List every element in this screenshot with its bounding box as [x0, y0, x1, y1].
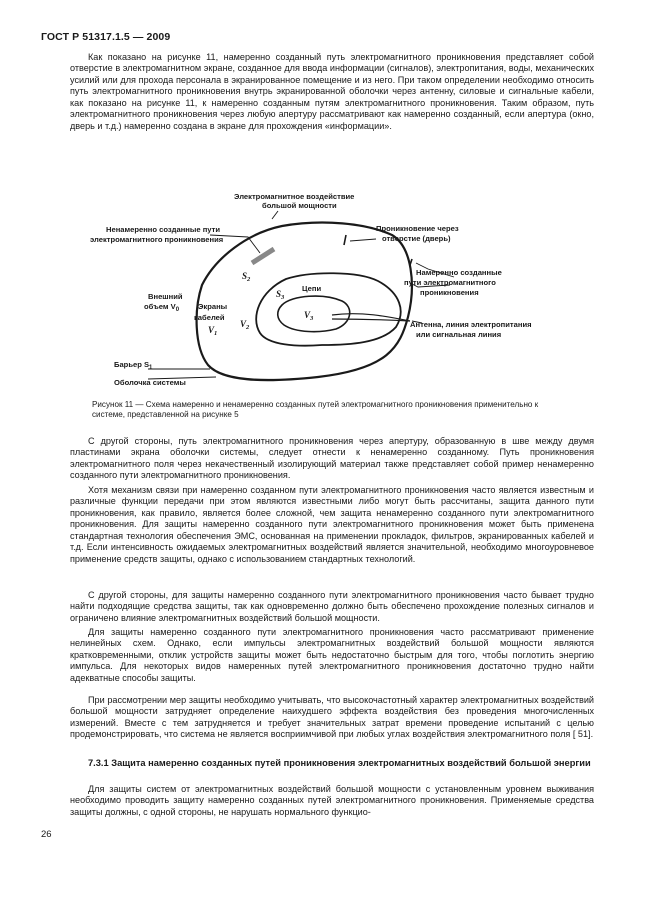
label-unintended-2: электромагнитного проникновения [90, 235, 224, 244]
paragraph-3: Хотя механизм связи при намеренно созданном пути электромагнитного проникновения часто является известным и различные функции передачи при этом являются известными либо могут быть рассчитаны, защита данного пути проникновения, как правило, является более сложной, чем защита ненамеренно созданного пути электромагнитного проникновения. Для защиты намеренно созданного пути электромагнитного проникновения может быть применена стандартная технология обеспечения ЭМС, основанная на применении прокладок, фильтров, экранированных кабелей и т.д. Если интенсивность ожидаемых электромагнитных воздействий является значительной, необходимо многоуровневое применение средств защиты, однако с использованием стандартных технологий. [70, 485, 594, 564]
shield-s2-outline [256, 273, 401, 345]
label-outer-volume-2: объем $V_0$ [144, 302, 180, 313]
paragraph-1: Как показано на рисунке 11, намеренно созданный путь электромагнитного проникновения представляет собой отверстие в электромагнитном экране, созданное для ввода информации (сигналов), электропитания, воды, механических усилий или для прохода персонала в экранированное помещение и из него. При таком определении необходимо относить путь электромагнитного проникновения внутрь экранированной оболочки через антенну, силовые и сигнальные кабели, как показано на рисунке 11, к намеренно созданным путям электромагнитного проникновения. Таким образом, путь электромагнитного проникновения через любую апертуру рассматривают как намеренно созданный, если апертура (окно, дверь и т.д.) намеренно создана в экране для прохождения «информации». [70, 52, 594, 131]
label-intended-3: проникновения [420, 288, 479, 297]
figure-11 [70, 187, 594, 392]
intended-path-mark [410, 259, 412, 265]
leader-top [272, 211, 278, 219]
figure-caption: Рисунок 11 — Схема намеренно и ненамеренно созданных путей электромагнитного проникновения применительно к системе, представленной на рисунке 5 [92, 400, 539, 420]
label-antenna-1: Антенна, линия электропитания [410, 320, 532, 329]
label-intended-1: Намеренно созданные [416, 268, 502, 277]
label-cable-shields-1: Экраны [198, 302, 228, 311]
subsection-title: Защита намеренно созданных путей проникновения электромагнитных воздействий большой энергии [111, 758, 591, 768]
paragraph-6: При рассмотрении мер защиты необходимо учитывать, что высокочастотный характер электромагнитных воздействий большой мощности затрудняет определение наихудшего эффекта воздействия без проведения многочисленных измерений. Вместе с тем затрудняется и требует значительных затрат времени проведение испытаний с целью продемонстрировать, что система не является восприимчивой при любых углах воздействия электромагнитного поля [ 51]. [70, 695, 594, 740]
label-top-1: Электромагнитное воздействие [234, 192, 355, 201]
label-outer-volume-1: Внешний [148, 292, 183, 301]
label-unintended-1: Ненамеренно созданные пути [106, 225, 221, 234]
paragraph-7: Для защиты систем от электромагнитных воздействий большой мощности с установленным уровнем выживания необходимо проводить защиту намеренно созданных путей электромагнитного проникновения. Применяемые средства защиты должны, с одной стороны, не нарушать нормального функцио- [70, 784, 594, 817]
paragraph-5: Для защиты намеренно созданного пути электромагнитного проникновения часто рассматривают применение нелинейных схем. Однако, если импульсы электромагнитных воздействий большой мощности являются кратковременными, отклик устройств защиты может быть недостаточно быстрым для того, чтобы поглотить энергию импульса. Для некоторых видов намеренных путей электромагнитного проникновения достаточно трудно найти адекватные способы защиты. [70, 627, 594, 683]
label-aperture-2: отверстие (дверь) [382, 234, 451, 243]
label-circuits: Цепи [302, 284, 322, 293]
page-number: 26 [41, 829, 52, 840]
label-v1: $V_1$ [208, 325, 218, 337]
paragraph-2: С другой стороны, путь электромагнитного проникновения через апертуру, образованную в шве между двумя пластинами экрана оболочки системы, следует отнести к ненамеренно созданному. Путь проникновения электромагнитного поля через некачественный изолирующий материал также представляет собой пример ненамеренно созданного пути электромагнитного проникновения. [70, 436, 594, 481]
unintended-path-mark [252, 249, 274, 263]
label-aperture-1: Проникновение через [376, 224, 459, 233]
label-intended-2: пути электромагнитного [404, 278, 496, 287]
label-s3: $S_3$ [276, 289, 285, 301]
label-v3: $V_3$ [304, 310, 314, 322]
subsection-number: 7.3.1 [88, 758, 109, 768]
document-header: ГОСТ Р 51317.1.5 — 2009 [41, 31, 171, 43]
label-barrier: Барьер $S_1$ [114, 360, 153, 371]
aperture-mark [344, 235, 346, 245]
label-s2: $S_2$ [242, 271, 251, 283]
label-antenna-2: или сигнальная линия [416, 330, 502, 339]
paragraph-4: С другой стороны, для защиты намеренно созданного пути электромагнитного проникновения часто бывает трудно найти подходящие средства защиты, так как одновременно должно быть обеспечено прохождение полезных сигналов и ограничено влияние электромагнитных воздействий большой мощности. [70, 590, 594, 623]
label-cable-shields-2: кабелей [194, 313, 225, 322]
label-top-2: большой мощности [262, 201, 337, 210]
leader-aperture [350, 239, 376, 241]
subsection-heading [70, 758, 594, 770]
label-v2: $V_2$ [240, 319, 250, 331]
label-enclosure: Оболочка системы [114, 378, 186, 387]
shield-s1-outline [197, 223, 412, 381]
